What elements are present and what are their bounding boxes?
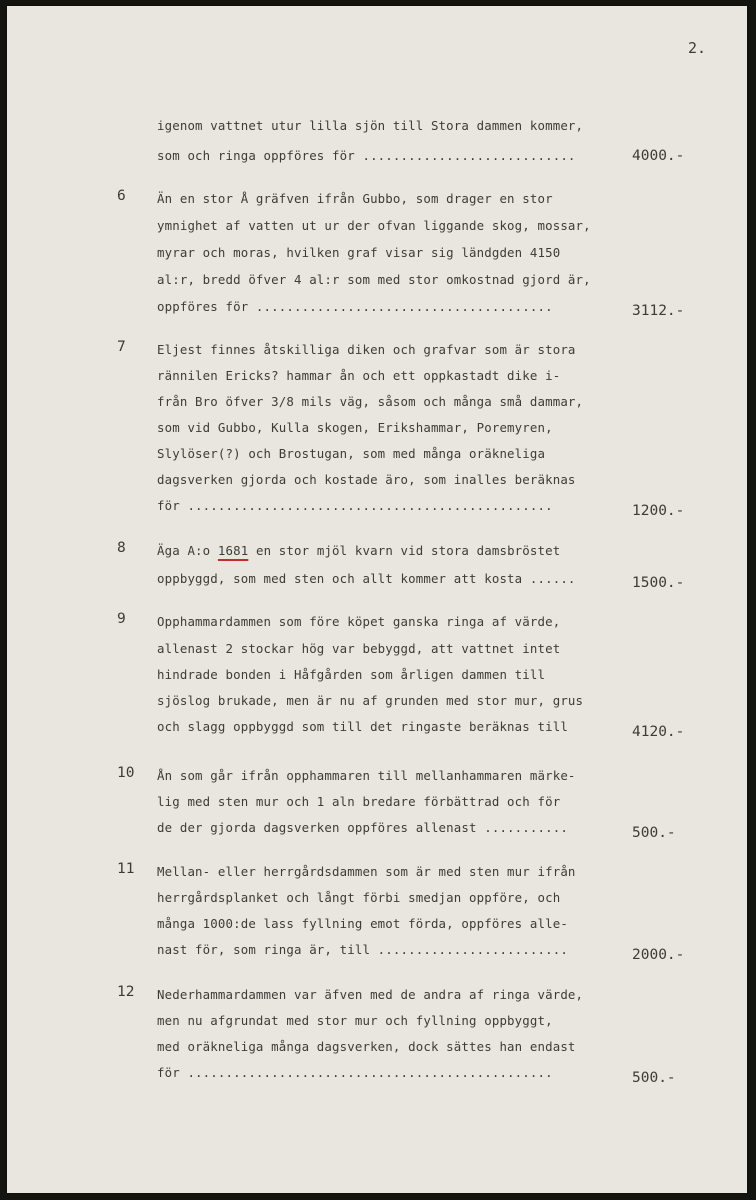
entry-amount: 500.- <box>632 1070 676 1086</box>
entry-line: ymnighet af vatten ut ur der ofvan liggande skog, mossar, <box>157 218 591 233</box>
entry-number: 9 <box>117 611 126 627</box>
entry-line: hindrade bonden i Håfgården som årligen dammen till <box>157 667 546 682</box>
entry-line: igenom vattnet utur lilla sjön till Stora dammen kommer, <box>157 118 584 133</box>
entry-line: Slylöser(?) och Brostugan, som med många oräkneliga <box>157 446 546 461</box>
entry-amount: 3112.- <box>632 303 685 319</box>
entry-line: oppföres för ....................................... <box>157 299 553 314</box>
entry-line: från Bro öfver 3/8 mils väg, såsom och många små dammar, <box>157 394 584 409</box>
entry-line: lig med sten mur och 1 aln bredare förbättrad och för <box>157 794 561 809</box>
entry-line: många 1000:de lass fyllning emot förda, oppföres alle- <box>157 916 568 931</box>
entry-line-suffix: en stor mjöl kvarn vid stora damsbröstet <box>248 543 561 558</box>
entry-line <box>157 543 627 559</box>
entry-line: Än en stor Å gräfven ifrån Gubbo, som drager en stor <box>157 191 553 206</box>
entry-line: de der gjorda dagsverken oppföres allenast ........... <box>157 820 568 835</box>
entry-line: nast för, som ringa är, till ......................... <box>157 942 568 957</box>
entry-line: med oräkneliga många dagsverken, dock sättes han endast <box>157 1039 576 1054</box>
entry-amount: 500.- <box>632 825 676 841</box>
entry-line: som och ringa oppföres för ............................ <box>157 148 576 163</box>
entry-number: 8 <box>117 540 126 556</box>
entry-amount: 1500.- <box>632 575 685 591</box>
entry-line: Nederhammardammen var äfven med de andra af ringa värde, <box>157 987 584 1002</box>
entry-line: som vid Gubbo, Kulla skogen, Erikshammar, Poremyren, <box>157 420 553 435</box>
entry-line: men nu afgrundat med stor mur och fyllning oppbyggt, <box>157 1013 553 1028</box>
entry-line: för ................................................ <box>157 498 553 513</box>
entry-line: dagsverken gjorda och kostade äro, som inalles beräknas <box>157 472 576 487</box>
document-page <box>7 6 747 1193</box>
entry-line: för ................................................ <box>157 1065 553 1080</box>
entry-line: Ån som går ifrån opphammaren till mellanhammaren märke- <box>157 768 576 783</box>
entry-line: allenast 2 stockar hög var bebyggd, att vattnet intet <box>157 641 561 656</box>
entry-line: Eljest finnes åtskilliga diken och grafvar som är stora <box>157 342 576 357</box>
entry-line: myrar och moras, hvilken graf visar sig ländgden 4150 <box>157 245 561 260</box>
entry-line: sjöslog brukade, men är nu af grunden med stor mur, grus <box>157 693 584 708</box>
entry-number: 11 <box>117 861 135 877</box>
entry-line: och slagg oppbyggd som till det ringaste beräknas till <box>157 719 568 734</box>
underlined-year: 1681 <box>217 543 249 558</box>
entry-line: rännilen Ericks? hammar ån och ett oppkastadt dike i- <box>157 368 561 383</box>
entry-line: Mellan- eller herrgårdsdammen som är med sten mur ifrån <box>157 864 576 879</box>
entry-line: al:r, bredd öfver 4 al:r som med stor omkostnad gjord är, <box>157 272 591 287</box>
entry-amount: 4120.- <box>632 724 685 740</box>
entry-line: herrgårdsplanket och långt förbi smedjan oppföre, och <box>157 890 561 905</box>
entry-number: 6 <box>117 188 126 204</box>
entry-number: 12 <box>117 984 135 1000</box>
entry-amount: 4000.- <box>632 148 685 164</box>
entry-number: 7 <box>117 339 126 355</box>
entry-number: 10 <box>117 765 135 781</box>
entry-amount: 2000.- <box>632 947 685 963</box>
page-number: 2. <box>688 39 707 57</box>
entry-line: oppbyggd, som med sten och allt kommer att kosta ...... <box>157 571 576 586</box>
entry-line-prefix: Äga A:o <box>157 543 218 558</box>
entry-line: Opphammardammen som före köpet ganska ringa af värde, <box>157 614 561 629</box>
entry-amount: 1200.- <box>632 503 685 519</box>
